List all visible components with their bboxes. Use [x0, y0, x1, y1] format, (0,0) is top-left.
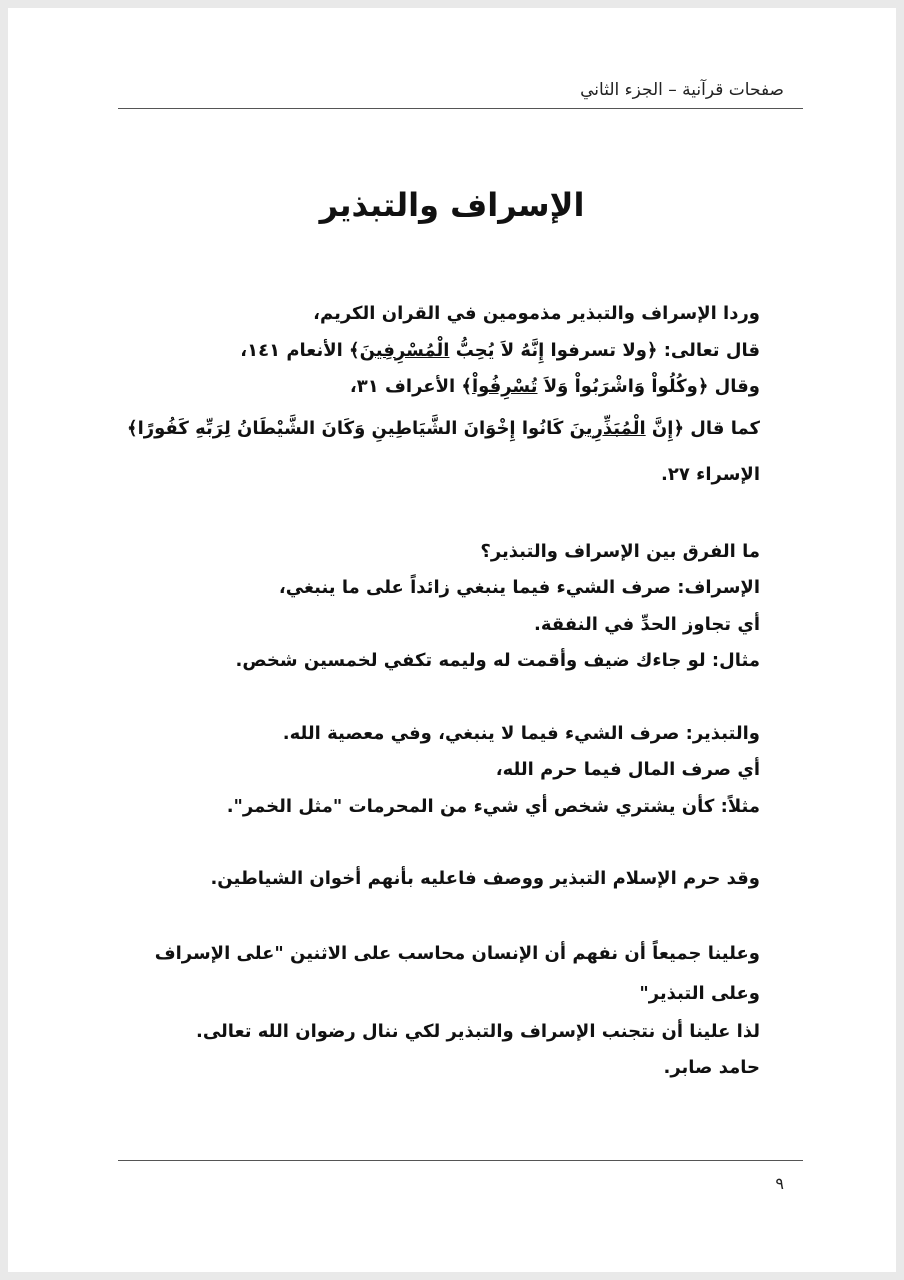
footer-divider [118, 1160, 803, 1161]
header-divider [118, 108, 803, 109]
underlined-word: الْمُسْرِفِينَ [359, 339, 450, 361]
author-signature: حامد صابر. [663, 1057, 760, 1078]
quote-text: وقال ﴿وكُلُواْ وَاشْرَبُواْ وَلاَ [537, 376, 760, 397]
underlined-word: تُسْرِفُواْ [471, 376, 538, 397]
paragraph: الإسراف: صرف الشيء فيما ينبغي زائداً على ما ينبغي، [278, 577, 760, 598]
underlined-word: الْمُبَذِّرِينَ [569, 417, 646, 439]
quran-quote [118, 406, 760, 498]
paragraph: والتبذير: صرف الشيء فيما لا ينبغي، وفي معصية الله. [282, 722, 760, 744]
quote-ref: كَانُوا إِخْوَانَ الشَّيَاطِينِ وَكَانَ الشَّيْطَانُ لِرَبِّهِ كَفُورًا﴾ الإسراء ٢٧. [127, 417, 760, 485]
quran-quote [118, 369, 760, 406]
quote-text: كما قال ﴿إِنَّ [645, 417, 760, 439]
running-header: صفحات قرآنية – الجزء الثاني [580, 80, 784, 100]
quote-ref: ﴾ الأعراف ٣١، [349, 376, 472, 397]
quran-quote [118, 333, 760, 370]
section-question: ما الفرق بين الإسراف والتبذير؟ [480, 540, 760, 562]
quote-text: قال تعالى: ﴿ولا تسرفوا إِنَّهُ لاَ يُحِبُّ [449, 339, 760, 361]
paragraph: مثال: لو جاءك ضيف وأقمت له وليمه تكفي لخمسين شخص. [235, 650, 760, 671]
paragraph: وقد حرم الإسلام التبذير ووصف فاعليه بأنهم أخوان الشياطين. [210, 868, 760, 889]
paragraph: أي تجاوز الحدِّ في النفقة. [533, 613, 760, 635]
document-page [8, 8, 896, 1272]
page-title: الإسراف والتبذير [319, 186, 585, 224]
paragraph: لذا علينا أن نتجنب الإسراف والتبذير لكي ننال رضوان الله تعالى. [196, 1020, 760, 1042]
paragraph: وردا الإسراف والتبذير مذمومين في القران الكريم، [313, 303, 760, 324]
body-text [118, 296, 760, 1087]
paragraph: أي صرف المال فيما حرم الله، [495, 759, 760, 780]
quote-ref: ﴾ الأنعام ١٤١، [240, 339, 360, 361]
paragraph: مثلاً: كأن يشتري شخص أي شيء من المحرمات "مثل الخمر". [226, 795, 760, 817]
page-number: ٩ [775, 1174, 784, 1193]
paragraph: وعلينا جميعاً أن نفهم أن الإنسان محاسب على الاثنين "على الإسراف وعلى التبذير" [154, 942, 760, 1004]
